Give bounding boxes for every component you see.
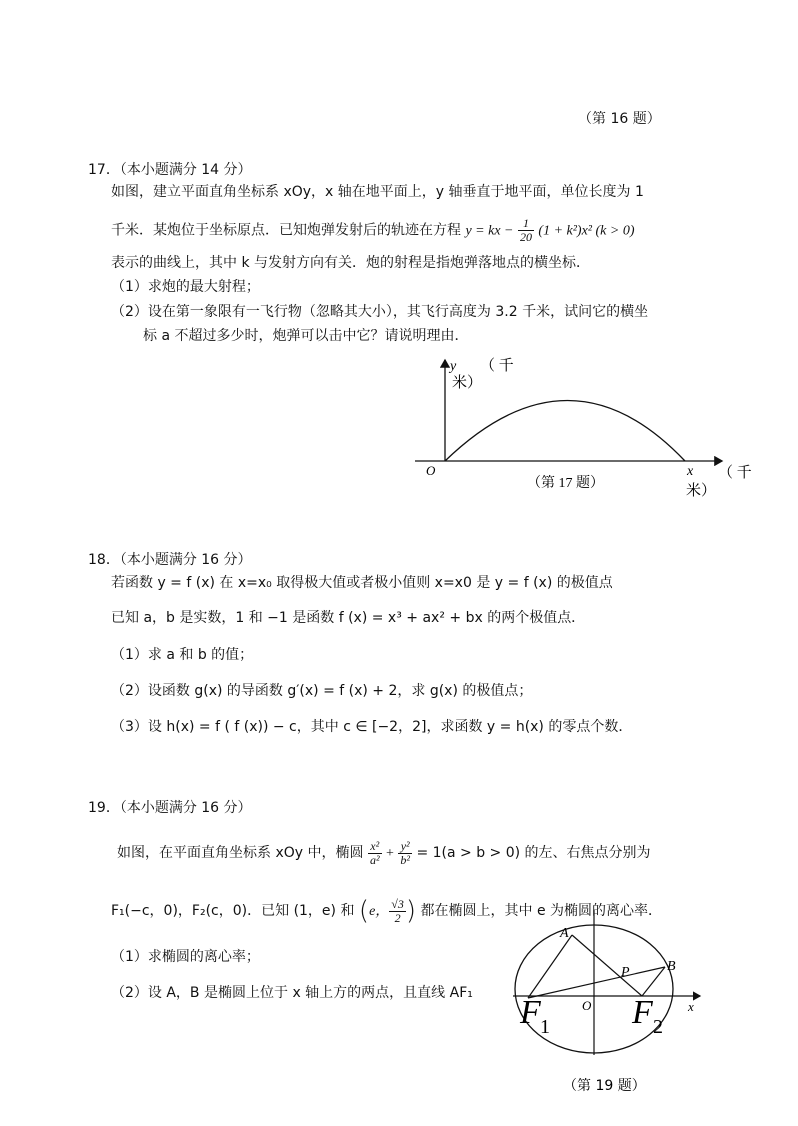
ellipse-frac-x [368, 840, 382, 867]
equation-left: y = kx − [465, 223, 514, 239]
q19-line1-tail: = 1(a > b > 0) 的左、右焦点分别为 [416, 845, 651, 861]
figure-16-caption: （第 16 题） [578, 111, 661, 127]
x-axis-unit-a: （ 千 [718, 465, 752, 481]
question-19-header: 19．（本小题满分 16 分） [88, 800, 252, 816]
point2-fraction [389, 898, 406, 925]
q19-line2-tail: 都在椭圆上，其中 e 为椭圆的离心率． [420, 903, 663, 919]
sqrt3-den: 2 [394, 910, 401, 925]
sqrt3-num: √3 [391, 896, 404, 911]
question-17-part2a: （2）设在第一象限有一飞行物（忽略其大小），其飞行高度为 3.2 千米，试问它的横坐 [111, 304, 649, 320]
question-17-line1: 如图，建立平面直角坐标系 xOy，x 轴在地平面上，y 轴垂直于地平面，单位长度为 1 [111, 184, 644, 200]
equation-right: (1 + k²)x² (k > 0) [538, 223, 635, 239]
question-18-part2: （2）设函数 g(x) 的导函数 g′(x) = f (x) + 2，求 g(x) 的极值点； [111, 683, 533, 699]
origin-label: O [426, 463, 436, 478]
equation-fraction [518, 217, 534, 244]
question-17-line2 [111, 217, 635, 244]
frac-y-num: y² [398, 840, 412, 854]
frac-x-den: a² [369, 852, 380, 867]
question-18-header: 18．（本小题满分 16 分） [88, 552, 252, 568]
equation-frac-den: 20 [519, 230, 532, 244]
frac-x-num: x² [368, 840, 382, 854]
label-F2-sub: 2 [653, 1016, 663, 1038]
line-A-F1 [528, 935, 572, 998]
y-axis-unit-a: （ 千 [480, 358, 514, 374]
question-17-header: 17．（本小题满分 14 分） [88, 162, 252, 178]
question-18-line1: 若函数 y = f (x) 在 x=x₀ 取得极大值或者极小值则 x=x0 是 y = f (x) 的极值点 [111, 575, 613, 591]
figure-17 [410, 350, 770, 510]
paren-open: ( [358, 896, 370, 926]
question-18-part3: （3）设 h(x) = f ( f (x)) − c，其中 c ∈ [−2，2]，求函数 y = h(x) 的零点个数． [111, 719, 633, 735]
label-A: A [560, 926, 569, 941]
figure-19-caption: （第 19 题） [563, 1078, 646, 1094]
figure-17-caption: （第 17 题） [527, 476, 604, 491]
plus-sign: + [386, 846, 394, 861]
point2-e: e， [369, 904, 390, 919]
question-17-part1: （1）求炮的最大射程； [111, 279, 260, 295]
label-B: B [667, 959, 676, 974]
question-18-part1: （1）求 a 和 b 的值； [111, 647, 254, 663]
question-17-part2b: 标 a 不超过多少时，炮弹可以击中它？请说明理由． [143, 328, 469, 344]
question-17-line3: 表示的曲线上，其中 k 与发射方向有关．炮的射程是指炮弹落地点的横坐标． [111, 255, 591, 271]
y-axis-unit-b: 米） [452, 375, 483, 391]
label-x: x [688, 999, 694, 1014]
label-F1: F [520, 994, 541, 1031]
question-19-line1 [117, 838, 651, 869]
question-19-part1: （1）求椭圆的离心率； [111, 949, 260, 965]
question-17-line2-text: 千米．某炮位于坐标原点．已知炮弹发射后的轨迹在方程 [111, 222, 461, 239]
y-axis-label: y [450, 359, 457, 374]
ellipse-frac-y [398, 840, 412, 867]
figure-19 [508, 910, 728, 1100]
label-O: O [582, 998, 592, 1013]
question-18-line2: 已知 a，b 是实数，1 和 −1 是函数 f (x) = x³ + ax² + bx 的两个极值点． [111, 610, 586, 626]
frac-y-den: b² [400, 852, 410, 867]
q19-line2-text: F₁(−c，0)，F₂(c，0)．已知 (1，e) 和 [111, 903, 355, 919]
x-axis-label: x [687, 464, 694, 479]
paren-close: ) [405, 896, 417, 926]
equation-frac-num: 1 [518, 217, 534, 231]
trajectory-curve [445, 401, 685, 462]
label-F2: F [632, 994, 653, 1031]
x-axis-unit-b: 米） [686, 483, 717, 499]
q19-line1-text: 如图，在平面直角坐标系 xOy 中，椭圆 [117, 845, 364, 861]
label-F1-sub: 1 [540, 1016, 550, 1038]
label-P: P [621, 965, 630, 980]
line-A-F2 [572, 935, 642, 996]
question-19-part2: （2）设 A，B 是椭圆上位于 x 轴上方的两点，且直线 AF₁ [111, 985, 473, 1001]
